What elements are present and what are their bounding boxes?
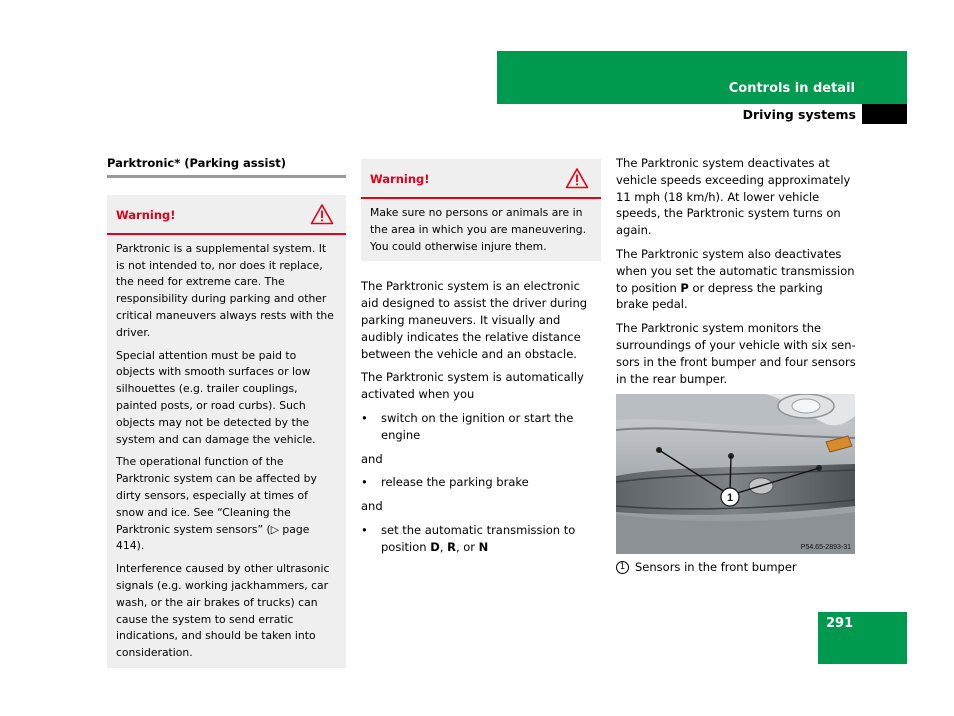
section-heading: Parktronic* (Parking assist) xyxy=(107,155,346,178)
header-banner xyxy=(497,51,907,104)
warning-triangle-icon xyxy=(565,167,589,189)
bullet-icon: • xyxy=(361,410,368,425)
list-item-text: release the parking brake xyxy=(381,475,529,490)
left-column xyxy=(107,155,346,668)
middle-column xyxy=(361,159,601,563)
bullet-icon: • xyxy=(361,475,368,490)
gear-n: N xyxy=(478,539,489,554)
bumper-illustration xyxy=(616,394,855,554)
list-item xyxy=(361,522,601,556)
warning-paragraph: Interference caused by other ultrasonic signals (e.g. working jackhammers, car wash, or the air brakes of trucks) can cause the system to send erratic indications, and should be taken into consideration. xyxy=(116,562,330,660)
gear-r: R xyxy=(447,539,456,554)
warning-label: Warning! xyxy=(370,172,430,186)
warning-header xyxy=(361,159,601,199)
deactivation-paragraph: The Parktronic system deactivates at vehicle speeds exceeding approximately 11 mph (18 km/h). At lower vehicle speeds, the Parktronic system turns on again. xyxy=(616,156,851,238)
and-text: and xyxy=(361,499,383,514)
warning-paragraph: Parktronic is a supplemental system. It is not intended to, nor does it replace, the need for extreme care. The responsibility during parking and other critical maneuvers always rests with the driver. xyxy=(116,241,334,339)
warning-box xyxy=(361,159,601,261)
warning-text: Make sure no persons or animals are in the area in which you are maneuvering. You could otherwise injure them. xyxy=(370,206,587,253)
warning-label: Warning! xyxy=(116,207,176,222)
transmission-paragraph xyxy=(616,246,856,313)
bullet-icon: • xyxy=(361,522,368,537)
list-item xyxy=(361,410,601,444)
warning-paragraph: The operational function of the Parktronic system can be affected by dirty sensors, especially at times of snow and ice. See “Cleaning the Parktronic system sensors” (▷ page 414). xyxy=(116,455,317,553)
header-title: Controls in detail xyxy=(728,81,855,96)
separator: , xyxy=(439,539,448,554)
sensor-marker: 1 xyxy=(726,492,734,505)
warning-header xyxy=(107,195,346,235)
page-number: 291 xyxy=(826,616,854,631)
page-number-box xyxy=(818,612,907,664)
list-item-text: switch on the ignition or start the engine xyxy=(381,410,574,442)
warning-body xyxy=(107,235,346,668)
caption-text: Sensors in the front bumper xyxy=(635,560,797,575)
header-tab-marker xyxy=(862,104,907,124)
list-item xyxy=(361,474,601,491)
bumper-photo xyxy=(616,394,855,554)
para-prefix: The Parktronic system also deactivates when you set the automatic transmission to position xyxy=(616,246,855,295)
gear-p: P xyxy=(680,280,689,295)
header-subtitle: Driving systems xyxy=(742,107,856,122)
gear-d: D xyxy=(430,539,440,554)
list-item-text xyxy=(381,522,601,556)
warning-body xyxy=(361,199,601,261)
caption-number: 1 xyxy=(616,561,629,574)
photo-code: P54.65-2893-31 xyxy=(800,544,851,552)
para-suffix: or depress the parking brake pedal. xyxy=(616,280,823,312)
separator: , or xyxy=(455,539,479,554)
warning-box xyxy=(107,195,346,668)
and-text: and xyxy=(361,451,383,466)
intro-paragraph: The Parktronic system is an electronic aid designed to assist the driver during parking maneuvers. It visually and audibly indicates the relative distance between the vehicle and an obstacle. xyxy=(361,279,588,361)
warning-triangle-icon xyxy=(310,203,334,225)
sensors-paragraph: The Parktronic system monitors the surroundings of your vehicle with six sen-sors in the front bumper and four sensors in the rear bumper. xyxy=(616,321,856,386)
activation-paragraph: The Parktronic system is automatically activated when you xyxy=(361,370,584,402)
photo-caption xyxy=(616,559,856,576)
right-column xyxy=(616,155,856,576)
warning-paragraph: Special attention must be paid to objects with smooth surfaces or low silhouettes (e.g. trailer couplings, painted posts, or road curbs). Such objects may not be detected by the system and can damage the vehicle. xyxy=(116,348,316,446)
bullet-prefix: set the automatic transmission to position xyxy=(381,522,576,554)
